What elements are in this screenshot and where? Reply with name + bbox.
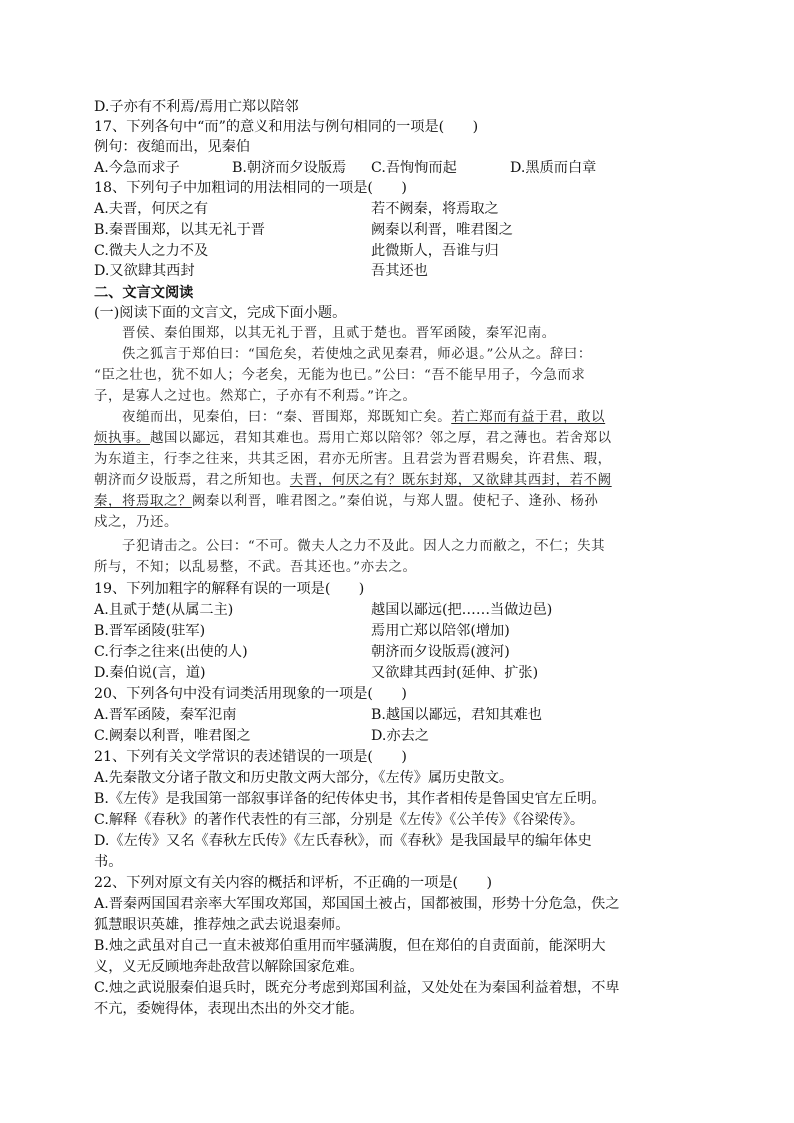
underlined-sentence: 若亡郑而有益于君，敢以	[451, 410, 606, 425]
passage-text: 越国以鄙远，君知其难也。焉用亡郑以陪邻？邻之厚，君之薄也。若舍郑以	[149, 431, 612, 446]
q18-option-a-left: A.夫晋，何厌之有	[94, 201, 209, 217]
q21-stem: 21、下列有关文学常识的表述错误的一项是( )	[94, 749, 407, 765]
underlined-sentence: 烦执事。	[94, 431, 150, 446]
q18-option-d-left: D.又欲肆其西封	[94, 263, 195, 279]
underlined-sentence: 夫晋，何厌之有？既东封郑，又欲肆其西封，若不阙	[289, 473, 612, 488]
q21-option-d: D.《左传》又名《春秋左氏传》《左氏春秋》，而《春秋》是我国最早的编年体史	[94, 833, 592, 849]
q19-option-d-left: D.秦伯说(言，道)	[94, 665, 206, 681]
passage-line	[94, 493, 598, 511]
q19-option-d-right: 又欲肆其西封(延伸、扩张)	[371, 665, 539, 681]
q22-stem: 22、下列对原文有关内容的概括和评析，不正确的一项是( )	[94, 875, 493, 891]
passage-line: 子，是寡人之过也。然郑亡，子亦有不利焉。”许之。	[94, 389, 417, 404]
q19-option-a-left: A.且贰于楚(从属二主)	[94, 602, 234, 618]
q17-option-a: A.今急而求子	[94, 160, 180, 176]
q16-option-d: D.子亦有不利焉/焉用亡郑以陪邻	[94, 99, 299, 115]
q22-option-b-cont: 义，义无反顾地奔赴敌营以解除国家危难。	[94, 959, 364, 975]
q21-option-c: C.解释《春秋》的著作代表性的有三部，分别是《左传》《公羊传》《谷梁传》。	[94, 812, 585, 828]
q19-stem: 19、下列加粗字的解释有误的一项是( )	[94, 581, 365, 597]
q21-option-b: B.《左传》是我国第一部叙事详备的纪传体史书，其作者相传是鲁国史官左丘明。	[94, 791, 606, 807]
passage-text: 夜缒而出，见秦伯，曰：“秦、晋围郑，郑既知亡矣。	[122, 410, 452, 425]
passage-text: 阙秦以利晋，唯君图之。”秦伯说，与郑人盟。使杞子、逢孙、杨孙	[191, 494, 599, 509]
q22-option-c-cont: 不亢，委婉得体，表现出杰出的外交才能。	[94, 1001, 364, 1017]
q19-option-c-left: C.行李之往来(出使的人)	[94, 644, 248, 660]
q17-stem: 17、下列各句中“而”的意义和用法与例句相同的一项是( )	[94, 119, 479, 135]
q18-option-d-right: 吾其还也	[371, 263, 428, 279]
passage-line	[94, 472, 612, 490]
q21-option-a: A.先秦散文分诸子散文和历史散文两大部分，《左传》属历史散文。	[94, 770, 514, 786]
passage-text: 朝济而夕设版焉，君之所知也。	[94, 473, 290, 488]
reading-instruction: (一)阅读下面的文言文，完成下面小题。	[94, 305, 347, 321]
q17-option-d: D.黑质而白章	[510, 160, 597, 176]
q17-option-c: C.吾恂恂而起	[371, 160, 457, 176]
q21-option-d-cont: 书。	[94, 854, 123, 870]
passage-line: 为东道主，行李之往来，共其乏困，君亦无所害。且君尝为晋君赐矣，许君焦、瑕，	[94, 452, 612, 467]
passage-line: 子犯请击之。公曰：“不可。微夫人之力不及此。因人之力而敝之，不仁；失其	[122, 539, 606, 554]
q20-option-b: B.越国以鄙远，君知其难也	[371, 707, 542, 723]
q20-option-d: D.亦去之	[371, 728, 429, 744]
q18-option-a-right: 若不阙秦，将焉取之	[371, 201, 499, 217]
q19-option-c-right: 朝济而夕设版焉(渡河)	[371, 644, 510, 660]
q17-option-b: B.朝济而夕设版焉	[232, 160, 347, 176]
q18-stem: 18、下列句子中加粗词的用法相同的一项是( )	[94, 180, 407, 196]
q18-option-c-right: 此微斯人，吾谁与归	[371, 243, 499, 259]
q22-option-a-cont: 狐慧眼识英雄，推荐烛之武去说退秦师。	[94, 917, 350, 933]
passage-line	[94, 430, 612, 448]
q20-option-a: A.晋军函陵，秦军氾南	[94, 707, 237, 723]
underlined-sentence: 秦，将焉取之？	[94, 494, 192, 509]
q19-option-a-right: 越国以鄙远(把……当做边邑)	[371, 602, 553, 618]
q22-option-c: C.烛之武说服秦伯退兵时，既充分考虑到郑国利益，又处处在为秦国利益着想，不卑	[94, 980, 620, 996]
passage-line: 所与，不知；以乱易整，不武。吾其还也。”亦去之。	[94, 560, 417, 575]
q18-option-c-left: C.微夫人之力不及	[94, 243, 209, 259]
q22-option-a: A.晋秦两国国君亲率大军围攻郑国，郑国国土被占，国都被围，形势十分危急，佚之	[94, 896, 620, 912]
q19-option-b-right: 焉用亡郑以陪邻(增加)	[371, 623, 510, 639]
q20-option-c: C.阙秦以利晋，唯君图之	[94, 728, 251, 744]
passage-line: 戍之，乃还。	[94, 515, 178, 530]
passage-line	[122, 409, 605, 427]
q20-stem: 20、下列各句中没有词类活用现象的一项是( )	[94, 686, 407, 702]
q18-option-b-left: B.秦晋围郑，以其无礼于晋	[94, 222, 265, 238]
passage-line: 晋侯、秦伯围郑，以其无礼于晋，且贰于楚也。晋军函陵，秦军氾南。	[122, 326, 556, 341]
passage-line: 佚之狐言于郑伯曰：“国危矣，若使烛之武见秦君，师必退。”公从之。辞曰：	[122, 347, 592, 362]
passage-line: “臣之壮也，犹不如人；今老矣，无能为也已。”公曰：“吾不能早用子，今急而求	[94, 368, 586, 383]
q18-option-b-right: 阙秦以利晋，唯君图之	[371, 222, 513, 238]
section-heading: 二、文言文阅读	[94, 285, 194, 301]
q19-option-b-left: B.晋军函陵(驻军)	[94, 623, 206, 639]
q17-example: 例句：夜缒而出，见秦伯	[94, 139, 251, 155]
q22-option-b: B.烛之武虽对自己一直未被郑伯重用而牢骚满腹，但在郑伯的自责面前，能深明大	[94, 938, 606, 954]
